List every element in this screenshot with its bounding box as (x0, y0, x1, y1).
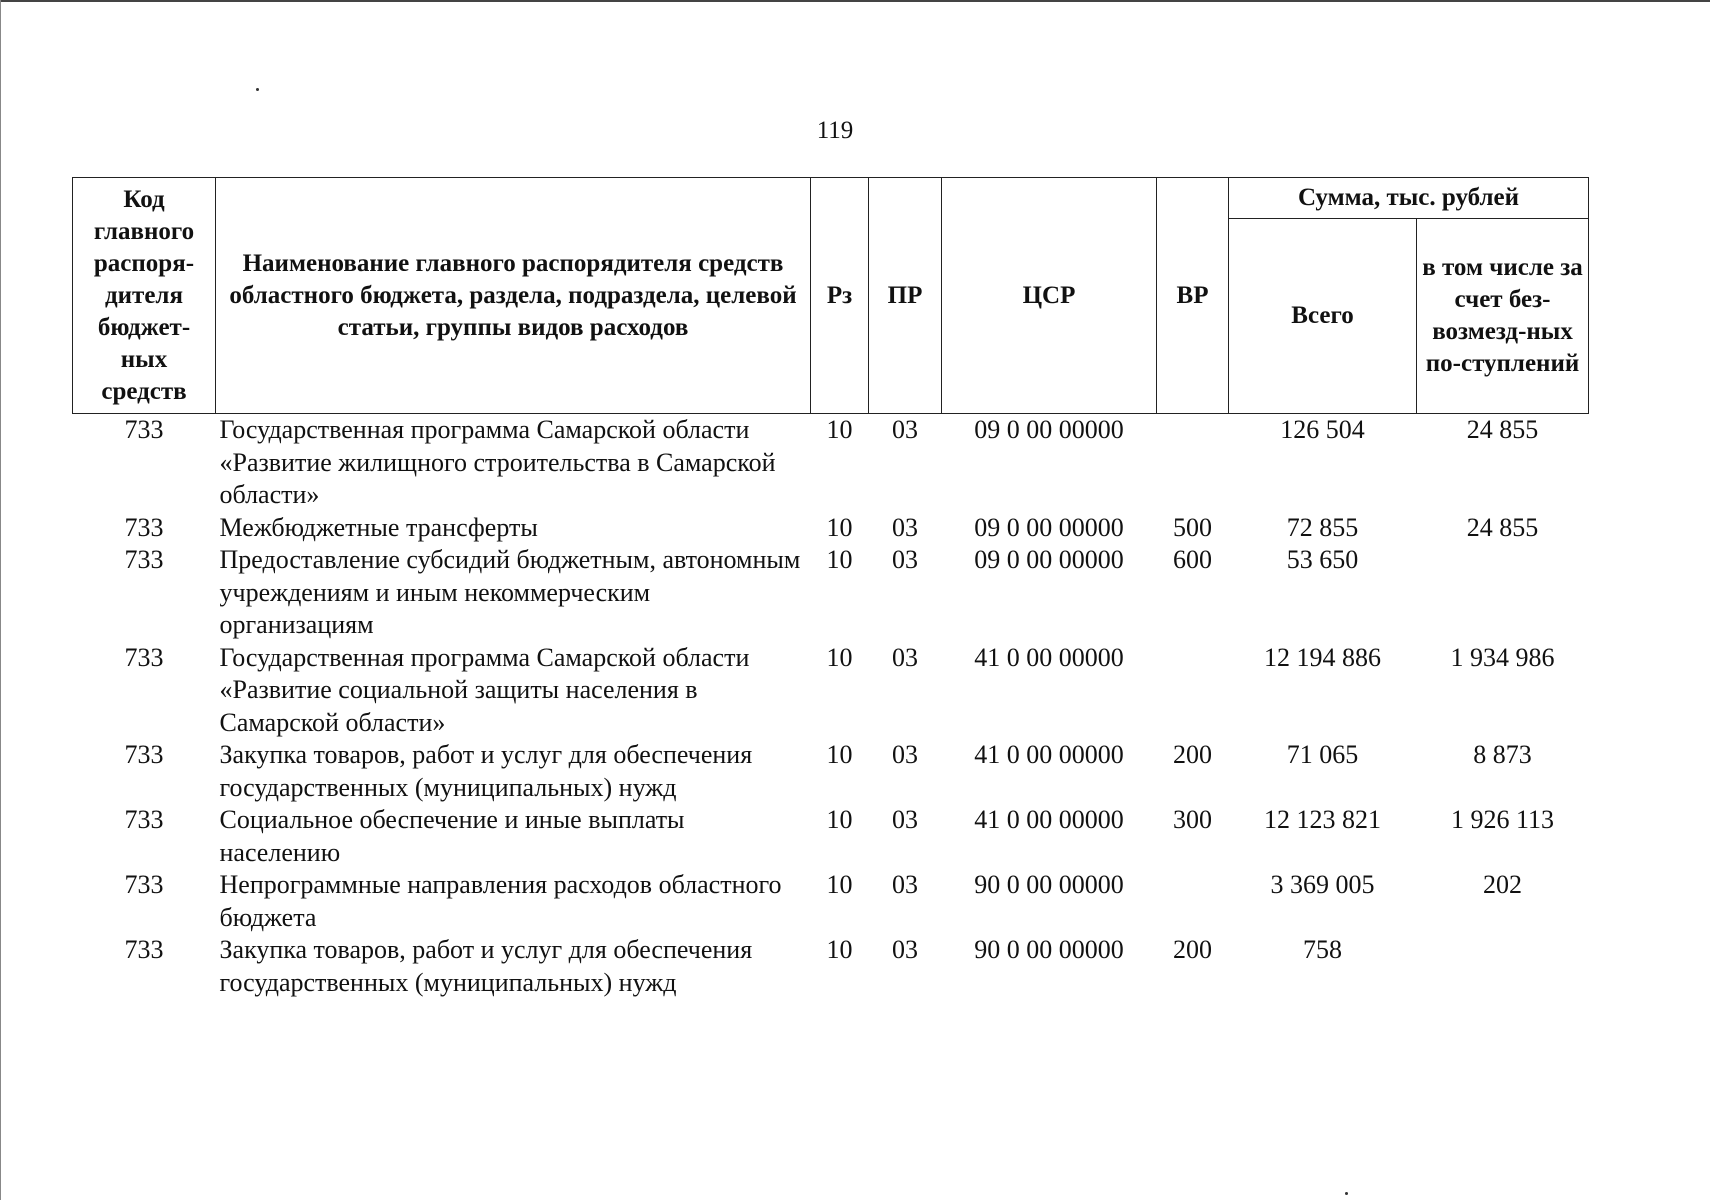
header-pr: ПР (869, 178, 942, 414)
header-sum-group: Сумма, тыс. рублей (1229, 178, 1589, 219)
table-row (73, 934, 1589, 999)
cell-total: 12 194 886 (1264, 642, 1381, 672)
cell-code: 733 (124, 870, 164, 899)
table-row (73, 869, 1589, 934)
cell-free: 1 934 986 (1450, 642, 1555, 672)
cell-pr: 03 (892, 740, 918, 769)
table-row (73, 544, 1589, 642)
cell-pr: 03 (892, 642, 918, 672)
cell-rz: 10 (826, 740, 853, 769)
header-rz: Рз (811, 178, 869, 414)
cell-vr (1157, 414, 1229, 512)
cell-code: 733 (124, 545, 164, 574)
cell-vr: 300 (1173, 805, 1212, 834)
cell-code: 733 (124, 415, 164, 444)
cell-total: 12 123 821 (1264, 805, 1381, 834)
cell-code: 733 (124, 642, 164, 672)
cell-vr: 200 (1173, 935, 1212, 964)
cell-csr: 09 0 00 00000 (974, 415, 1124, 444)
cell-free: 24 855 (1466, 512, 1539, 542)
cell-name: Закупка товаров, работ и услуг для обеспечения государственных (муниципальных) нужд (219, 935, 753, 997)
cell-code: 733 (124, 805, 164, 834)
cell-free (1417, 544, 1589, 642)
cell-free: 24 855 (1466, 415, 1539, 444)
table-row (73, 739, 1589, 804)
cell-rz: 10 (826, 870, 853, 899)
cell-name: Непрограммные направления расходов областного бюджета (219, 870, 782, 932)
table-row (73, 642, 1589, 740)
header-code: Код главного распоря-дителя бюджет-ных средств (73, 178, 216, 414)
scan-edge-top (0, 0, 1710, 2)
cell-total: 53 650 (1286, 545, 1359, 574)
scan-edge-left (0, 0, 1, 1200)
table-row (73, 512, 1589, 545)
header-name: Наименование главного распорядителя средств областного бюджета, раздела, подраздела, целевой статьи, группы видов расходов (216, 178, 811, 414)
table-body (73, 414, 1589, 1000)
cell-code: 733 (124, 935, 164, 964)
table-row (73, 414, 1589, 512)
cell-rz: 10 (826, 415, 853, 444)
cell-csr: 41 0 00 00000 (974, 805, 1124, 834)
cell-pr: 03 (892, 415, 918, 444)
cell-free: 1 926 113 (1450, 805, 1555, 834)
header-csr: ЦСР (942, 178, 1157, 414)
header-row (73, 178, 1589, 219)
cell-csr: 09 0 00 00000 (974, 512, 1124, 542)
cell-csr: 90 0 00 00000 (974, 935, 1124, 964)
cell-csr: 41 0 00 00000 (974, 740, 1124, 769)
cell-rz: 10 (826, 512, 853, 542)
cell-pr: 03 (892, 545, 918, 574)
cell-vr: 200 (1173, 740, 1212, 769)
page-number: 119 (816, 117, 854, 144)
header-vr: ВР (1157, 178, 1229, 414)
cell-total: 71 065 (1286, 740, 1359, 769)
cell-name: Государственная программа Самарской области «Развитие социальной защиты населения в Самарской области» (219, 642, 750, 737)
cell-total: 758 (1303, 935, 1342, 964)
cell-pr: 03 (892, 935, 918, 964)
cell-name: Закупка товаров, работ и услуг для обеспечения государственных (муниципальных) нужд (219, 740, 753, 802)
cell-name: Предоставление субсидий бюджетным, автономным учреждениям и иным некоммерческим организациям (219, 545, 801, 639)
cell-total: 3 369 005 (1270, 870, 1375, 899)
cell-free: 8 873 (1473, 740, 1532, 769)
cell-vr: 600 (1173, 545, 1212, 574)
cell-name: Межбюджетные трансферты (219, 512, 538, 542)
cell-vr (1157, 869, 1229, 934)
cell-pr: 03 (892, 805, 918, 834)
cell-name: Социальное обеспечение и иные выплаты населению (219, 805, 685, 867)
cell-total: 72 855 (1286, 512, 1359, 542)
cell-total: 126 504 (1280, 415, 1365, 444)
scan-speck (256, 88, 259, 91)
cell-csr: 90 0 00 00000 (974, 870, 1124, 899)
cell-code: 733 (124, 740, 164, 769)
cell-code: 733 (124, 512, 164, 542)
cell-pr: 03 (892, 512, 918, 542)
cell-rz: 10 (826, 545, 853, 574)
cell-rz: 10 (826, 642, 853, 672)
cell-csr: 41 0 00 00000 (974, 642, 1124, 672)
cell-pr: 03 (892, 870, 918, 899)
cell-rz: 10 (826, 805, 853, 834)
scan-speck (1345, 1192, 1348, 1195)
header-free: в том числе за счет без-возмезд-ных по-ступлений (1417, 219, 1589, 414)
cell-rz: 10 (826, 935, 853, 964)
budget-table (72, 177, 1589, 999)
cell-vr (1157, 642, 1229, 740)
header-total: Всего (1229, 219, 1417, 414)
cell-csr: 09 0 00 00000 (974, 545, 1124, 574)
table-row (73, 804, 1589, 869)
table-header (73, 178, 1589, 414)
cell-free: 202 (1483, 870, 1522, 899)
cell-free (1417, 934, 1589, 999)
cell-name: Государственная программа Самарской области «Развитие жилищного строительства в Самарской области» (219, 415, 776, 509)
cell-vr: 500 (1173, 512, 1212, 542)
